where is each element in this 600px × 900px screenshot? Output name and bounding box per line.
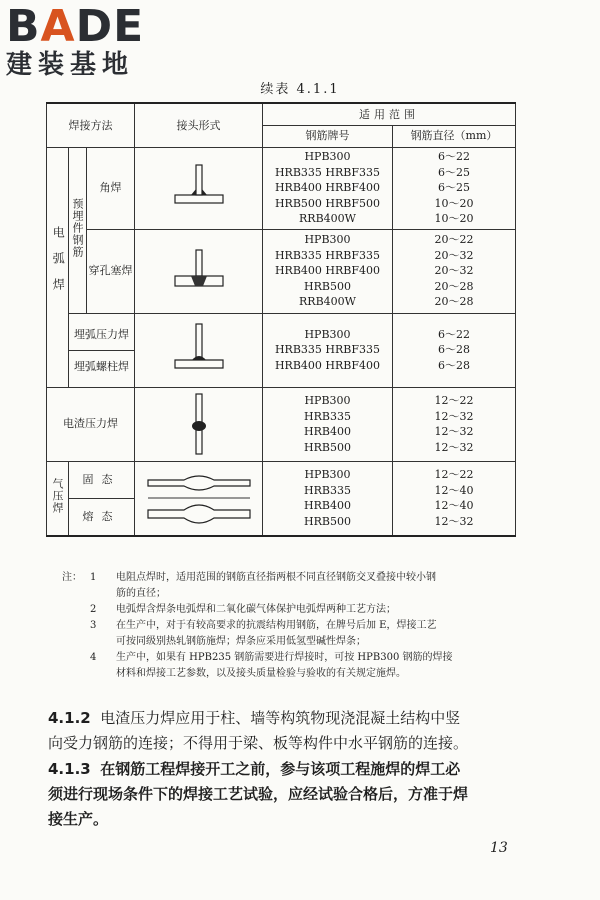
note-continuation: 筋的直径；	[116, 588, 166, 599]
joint-diagram-submerged-arc	[135, 313, 263, 387]
clause-4-1-2: 4.1.2 电渣压力焊应用于柱、墙等构筑物现浇混凝土结构中竖 向受力钢筋的连接；不得用于梁、板等构件中水平钢筋的连接。	[48, 709, 469, 752]
method-submerged-arc-stud: 埋弧螺柱焊	[74, 359, 129, 373]
diameters-gas: 12～22 12～40 12～40 12～32	[393, 461, 516, 536]
note-continuation: 材料和焊接工艺参数，以及接头质量检验与验收的有关规定施焊。	[116, 668, 406, 679]
electroslag-weld-icon	[179, 392, 219, 456]
group-embedded: 预埋件钢筋	[69, 147, 87, 313]
grades-plug: HPB300 HRB335 HRBF335 HRB400 HRBF400 HRB500 RRB400W	[263, 229, 393, 313]
method-electroslag: 电渣压力焊	[47, 387, 135, 461]
bade-logo	[6, 1, 181, 80]
method-solid-state: 固态	[69, 462, 134, 499]
plug-weld-icon	[169, 246, 229, 296]
header-scope: 适用范围	[263, 103, 516, 125]
header-joint: 接头形式	[135, 103, 263, 147]
group-gas-pressure: 气压焊	[47, 461, 69, 536]
method-submerged-arc	[69, 313, 135, 387]
table-caption: 续表 4.1.1	[260, 82, 340, 97]
note-item: 3 在生产中，对于有较高要求的抗震结构用钢筋，在牌号后加 E，焊接工艺	[90, 620, 437, 631]
joint-diagram-electroslag	[135, 387, 263, 461]
grades-fillet: HPB300 HRB335 HRBF335 HRB400 HRBF400 HRB500 HRBF500 RRB400W	[263, 147, 393, 229]
note-item: 4 生产中，如果有 HPB235 钢筋需要进行焊接时，可按 HPB300 钢筋的焊接	[90, 652, 453, 663]
group-arc-welding: 电弧焊	[47, 147, 69, 387]
page-number: 13	[490, 840, 508, 856]
note-item: 2 电弧焊含焊条电弧焊和二氧化碳气体保护电弧焊两种工艺方法；	[90, 604, 396, 615]
welding-method-table	[46, 102, 516, 537]
method-submerged-arc-pressure: 埋弧压力焊	[69, 319, 134, 351]
logo-wordmark: BADE	[6, 1, 145, 52]
fillet-weld-icon	[169, 163, 229, 213]
submerged-arc-weld-icon	[169, 322, 229, 378]
header-method: 焊接方法	[47, 103, 135, 147]
joint-diagram-gas	[135, 461, 263, 536]
method-gas-states	[69, 461, 135, 536]
header-grade: 钢筋牌号	[263, 125, 393, 147]
diameters-submerged-arc: 6～22 6～28 6～28	[393, 313, 516, 387]
grades-electroslag: HPB300 HRB335 HRB400 HRB500	[263, 387, 393, 461]
table-notes	[62, 570, 532, 682]
logo-subtitle: 建装基地	[6, 50, 135, 80]
header-diameter: 钢筋直径（mm）	[393, 125, 516, 147]
note-item: 注： 1 电阻点焊时，适用范围的钢筋直径指两根不同直径钢筋交叉叠接中较小钢	[62, 572, 436, 583]
grades-submerged-arc: HPB300 HRB335 HRBF335 HRB400 HRBF400	[263, 313, 393, 387]
diameters-electroslag: 12～22 12～32 12～32 12～32	[393, 387, 516, 461]
method-molten-state: 熔态	[82, 509, 121, 523]
method-plug: 穿孔塞焊	[87, 229, 135, 313]
grades-gas: HPB300 HRB335 HRB400 HRB500	[263, 461, 393, 536]
note-continuation: 可按同级别热轧钢筋施焊；焊条应采用低氢型碱性焊条；	[116, 636, 366, 647]
gas-pressure-weld-icon	[144, 466, 254, 530]
method-fillet: 角焊	[87, 147, 135, 229]
diameters-fillet: 6～22 6～25 6～25 10～20 10～20	[393, 147, 516, 229]
clause-4-1-3: 4.1.3 在钢筋工程焊接开工之前，参与该项工程施焊的焊工必 须进行现场条件下的焊接工艺试验，应经试验合格后，方准于焊 接生产。	[48, 760, 469, 828]
diameters-plug: 20～22 20～32 20～32 20～28 20～28	[393, 229, 516, 313]
joint-diagram-plug	[135, 229, 263, 313]
joint-diagram-fillet	[135, 147, 263, 229]
